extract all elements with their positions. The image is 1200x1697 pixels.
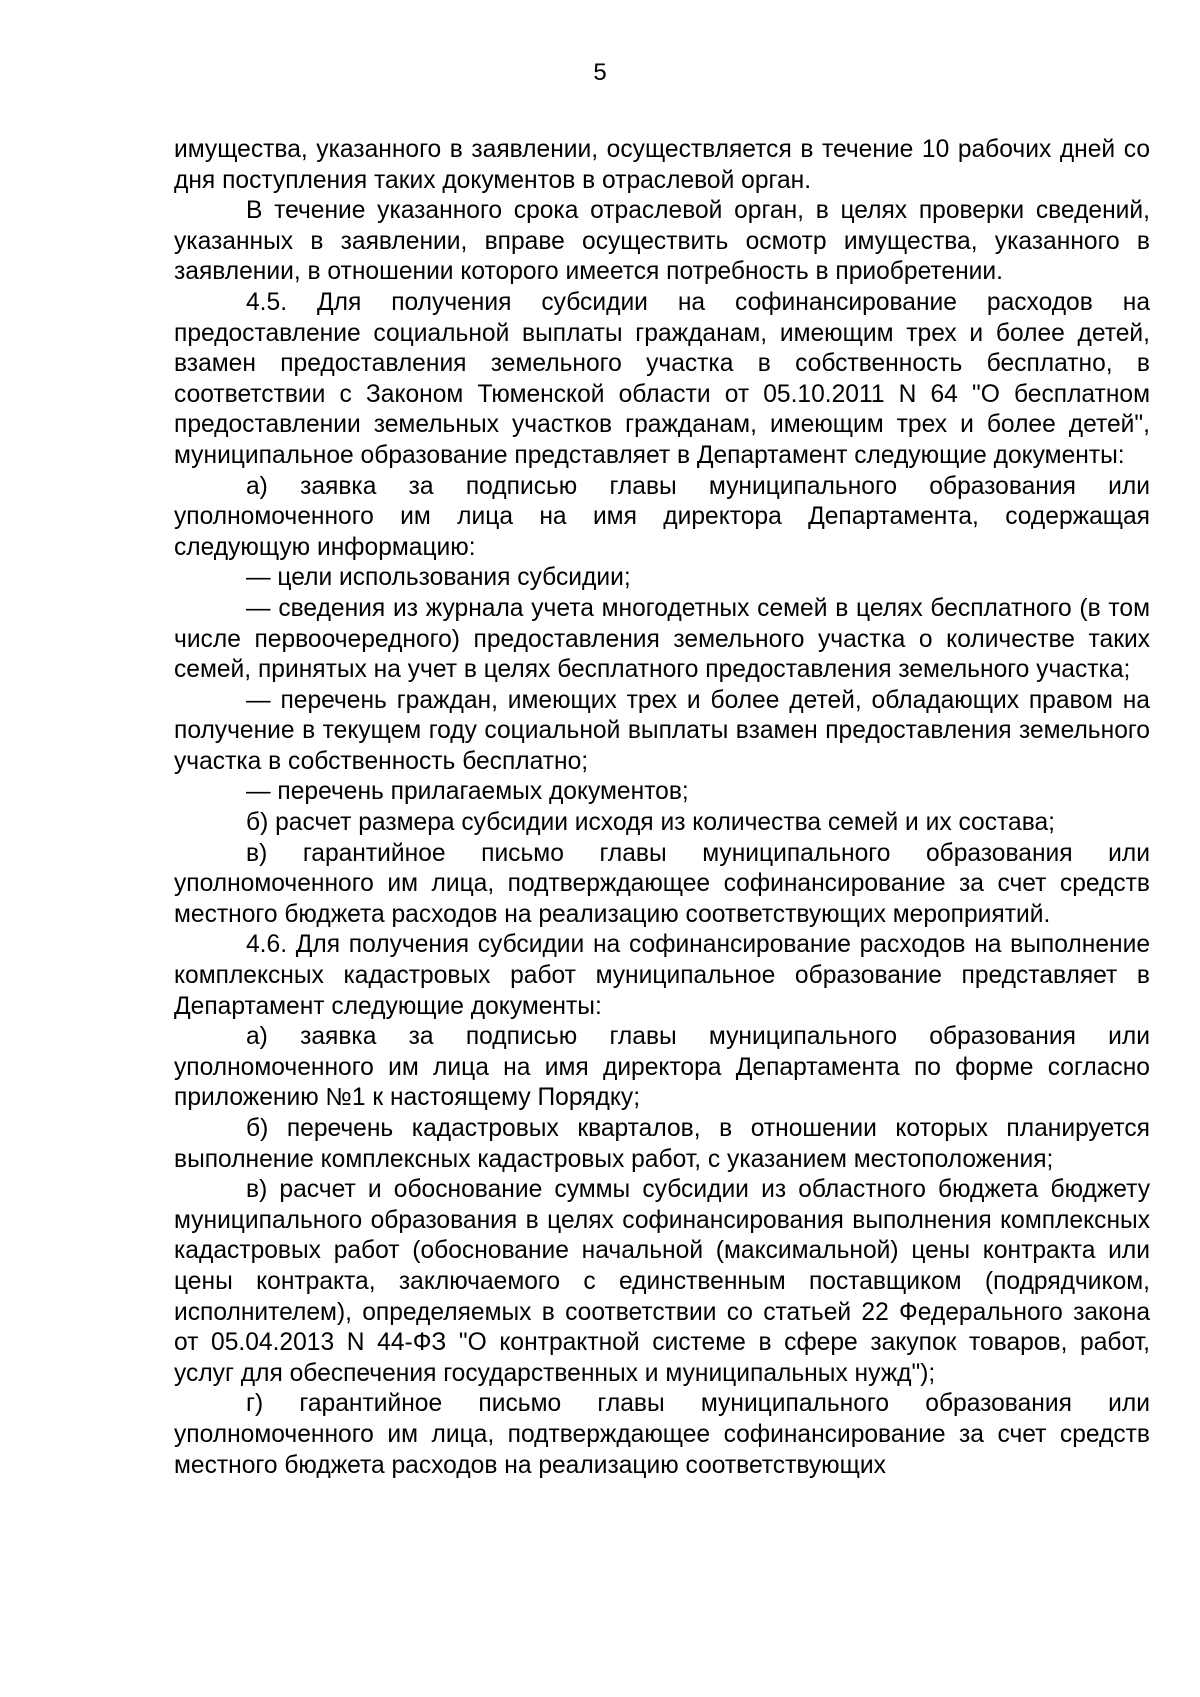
paragraph-4-5-b: б) расчет размера субсидии исходя из количества семей и их состава;: [246, 809, 1055, 837]
paragraph-4-6-g: г) гарантийное письмо главы муниципального образования или уполномоченного им лица, подтверждающее софинансирование за счет средств местного бюджета расходов на реализацию соответствующих: [174, 1390, 1150, 1479]
list-item-attached-docs: — перечень прилагаемых документов;: [246, 778, 689, 806]
paragraph-4-6-v: в) расчет и обоснование суммы субсидии из областного бюджета бюджету муниципального образования в целях софинансирования выполнения комплексных кадастровых работ (обоснование начальной (максимальной) цены контракта или цены контракта, заключаемого с единственным поставщиком (подрядчиком, исполнителем), определяемых в соответствии со статьей 22 Федерального закона от 05.04.2013 N 44-ФЗ "О контрактной системе в сфере закупок товаров, работ, услуг для обеспечения государственных и муниципальных нужд");: [174, 1176, 1150, 1387]
paragraph-4-6-a: а) заявка за подписью главы муниципального образования или уполномоченного им лица на имя директора Департамента по форме согласно приложению №1 к настоящему Порядку;: [174, 1023, 1150, 1112]
paragraph-inspection: В течение указанного срока отраслевой орган, в целях проверки сведений, указанных в заявлении, вправе осуществить осмотр имущества, указанного в заявлении, в отношении которого имеется потребность в приобретении.: [174, 197, 1150, 286]
paragraph-4-5-v: в) гарантийное письмо главы муниципального образования или уполномоченного им лица, подтверждающее софинансирование за счет средств местного бюджета расходов на реализацию соответствующих мероприятий.: [174, 839, 1150, 928]
paragraph-continuation: имущества, указанного в заявлении, осуществляется в течение 10 рабочих дней со дня поступления таких документов в отраслевой орган.: [174, 136, 1150, 194]
paragraph-4-6: 4.6. Для получения субсидии на софинансирование расходов на выполнение комплексных кадастровых работ муниципальное образование представляет в Департамент следующие документы:: [174, 931, 1150, 1020]
paragraph-4-6-b: б) перечень кадастровых кварталов, в отношении которых планируется выполнение комплексных кадастровых работ, с указанием местоположения;: [174, 1115, 1150, 1173]
list-item-citizens-list: — перечень граждан, имеющих трех и более детей, обладающих правом на получение в текущем году социальной выплаты взамен предоставления земельного участка в собственность бесплатно;: [174, 686, 1150, 775]
list-item-registry-info: — сведения из журнала учета многодетных семей в целях бесплатного (в том числе первоочередного) предоставления земельного участка о количестве таких семей, принятых на учет в целях бесплатного предоставления земельного участка;: [174, 594, 1150, 684]
document-body: [174, 135, 1150, 1481]
page-number: 5: [593, 59, 607, 86]
paragraph-4-5: 4.5. Для получения субсидии на софинансирование расходов на предоставление социальной выплаты гражданам, имеющим трех и более детей, взамен предоставления земельного участка в собственность бесплатно, в соответствии с Законом Тюменской области от 05.10.2011 N 64 "О бесплатном предоставлении земельных участков гражданам, имеющим трех и более детей", муниципальное образование представляет в Департамент следующие документы:: [174, 288, 1150, 469]
paragraph-4-5-a: а) заявка за подписью главы муниципального образования или уполномоченного им лица на имя директора Департамента, содержащая следующую информацию:: [174, 472, 1150, 561]
list-item-subsidy-goals: — цели использования субсидии;: [246, 564, 631, 592]
